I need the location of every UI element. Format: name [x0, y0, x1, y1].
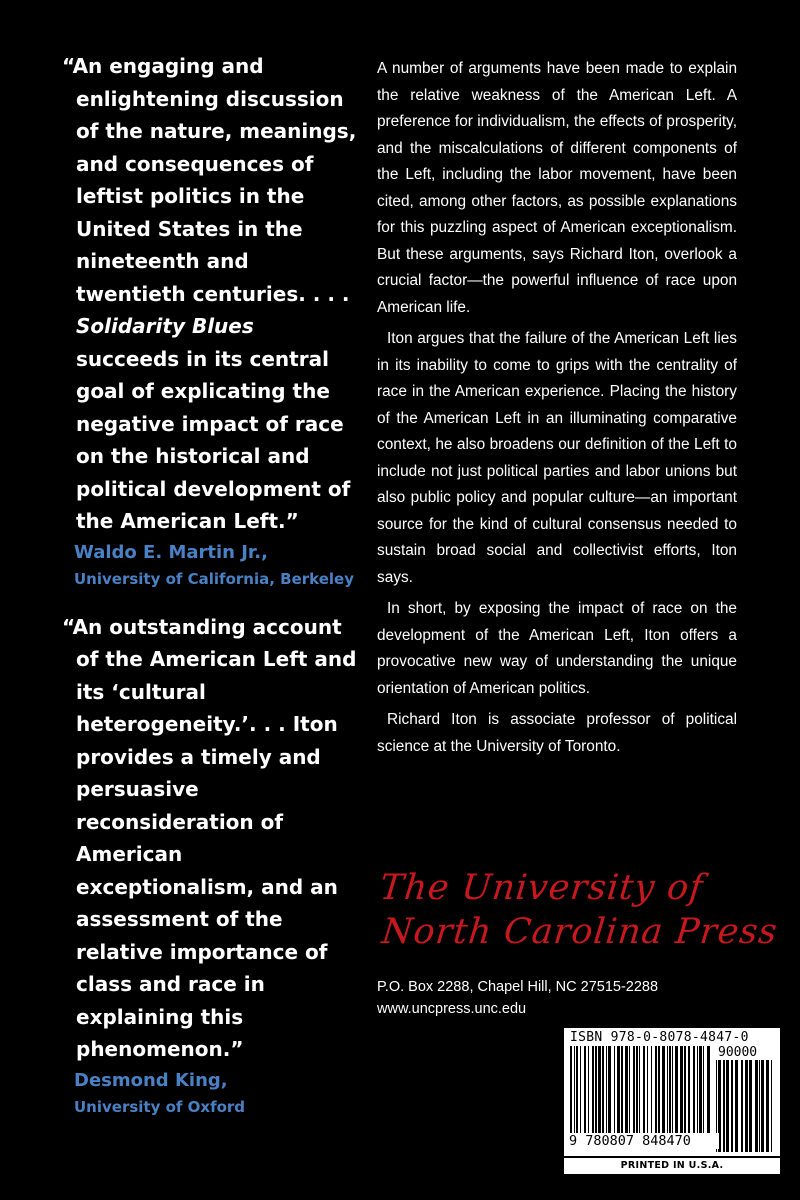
endorsements [62, 50, 362, 1139]
isbn-number: ISBN 978-0-8078-4847-0 [570, 1030, 749, 1045]
barcode-bar [570, 1046, 572, 1142]
barcode-bar [745, 1060, 748, 1152]
barcode-bar [625, 1046, 628, 1142]
barcode-bar [684, 1046, 686, 1142]
blurb-quote: “An outstanding account of the American Left and its ‘cultural heterogeneity.’. . . Iton provides a timely and persuasive reconsideration of American exceptionalism, and an assessment of the relative importance of class and race in explaining this phenomenon.” [62, 614, 357, 1061]
barcode-bar [617, 1046, 620, 1142]
barcode-bar [608, 1046, 611, 1142]
quote-text-part: “An engaging and enlightening discussion of the nature, meanings, and consequences of leftist politics in the United States in the nineteenth and twentieth centuries. . . . [62, 54, 357, 306]
description-paragraph: Iton argues that the failure of the American Left lies in its inability to come to grips with the centrality of race in the American experience. Placing the history of the American Left in an illuminating comparative context, he also broadens our definition of the Left to include not just political parties and labor unions but also public policy and popular culture—an important source for the kind of cultural consensus needed to sustain broad social and collectivist efforts, Iton says. [377, 330, 737, 586]
logo-line-2: North Carolina Press [379, 912, 780, 952]
publisher-website: www.uncpress.unc.edu [377, 1001, 527, 1017]
barcode-bar [647, 1046, 648, 1142]
barcode-bar [614, 1046, 615, 1142]
publisher-logo [377, 866, 780, 966]
barcode-bar [771, 1060, 772, 1152]
barcode-bar [761, 1060, 764, 1152]
blurb-affiliation: University of Oxford [74, 1097, 246, 1116]
isbn-barcode [564, 1028, 780, 1156]
printed-in-label: PRINTED IN U.S.A. [564, 1158, 780, 1174]
barcode-bar [636, 1046, 638, 1142]
ean-digits: 9 780807 848470 [567, 1133, 719, 1149]
quote-text-part: succeeds in its central goal of explicating the negative impact of race on the historical and political development of the American Left.” [76, 346, 351, 533]
blurb-king [62, 611, 362, 1119]
barcode-bar [667, 1046, 668, 1142]
barcode-bar [576, 1046, 578, 1142]
barcode-bar [697, 1046, 698, 1142]
barcode-bar [580, 1046, 581, 1142]
barcode-bar [662, 1046, 665, 1142]
barcode-bar [693, 1046, 695, 1142]
barcode-bar [672, 1046, 673, 1142]
logo-line-1: The University of [377, 868, 706, 908]
barcode-bar [655, 1046, 657, 1142]
barcode-bar [699, 1046, 702, 1142]
barcode-bar [651, 1046, 652, 1142]
barcode-bar [707, 1046, 710, 1142]
description-paragraph: A number of arguments have been made to explain the relative weakness of the American Left. A preference for individualism, the effects of prosperity, and the miscalculations of different components of the Left, including the labor movement, have been cited, among other factors, as possible explanations for this puzzling aspect of American exceptionalism. But these arguments, says Richard Iton, overlook a crucial factor—the powerful influence of race upon American life. [377, 60, 737, 316]
book-description [377, 56, 737, 765]
barcode-bar [602, 1046, 604, 1142]
barcode-bar [731, 1060, 733, 1152]
quoted-book-title: Solidarity Blues [76, 314, 254, 338]
barcode-bar [658, 1046, 660, 1142]
barcode-bar [675, 1046, 678, 1142]
blurb-martin [62, 50, 362, 591]
blurb-affiliation: University of California, Berkeley [74, 569, 354, 588]
barcode-bar [703, 1046, 704, 1142]
blurb-author: Desmond King, [74, 1069, 228, 1091]
ean-barcode-bars [570, 1046, 714, 1142]
barcode-bar [592, 1046, 594, 1142]
barcode-bar [643, 1046, 645, 1142]
barcode-bar [598, 1046, 601, 1142]
barcode-bar [741, 1060, 743, 1152]
publisher-address: P.O. Box 2288, Chapel Hill, NC 27515-2288 [377, 979, 659, 995]
price-code: 90000 [718, 1045, 758, 1060]
barcode-bar [766, 1060, 769, 1152]
barcode-bar [574, 1046, 575, 1142]
barcode-bar [759, 1060, 760, 1152]
description-paragraph: In short, by exposing the impact of race on the development of the American Left, Iton offers a provocative new way of understanding the unique orientation of American politics. [377, 600, 737, 697]
barcode-bar [726, 1060, 729, 1152]
barcode-bar [584, 1046, 586, 1142]
barcode-bar [688, 1046, 690, 1142]
barcode-bar [629, 1046, 630, 1142]
barcode-bar [621, 1046, 623, 1142]
barcode-bar [639, 1046, 640, 1142]
addon-barcode-bars [716, 1060, 774, 1152]
barcode-bar [749, 1060, 752, 1152]
blurb-quote [62, 50, 362, 538]
barcode-bar [588, 1046, 589, 1142]
barcode-bar [723, 1060, 725, 1152]
barcode-bar [595, 1046, 597, 1142]
barcode-bar [755, 1060, 758, 1152]
author-bio: Richard Iton is associate professor of political science at the University of Toronto. [377, 711, 737, 755]
blurb-author: Waldo E. Martin Jr., [74, 541, 268, 563]
publisher-contact [377, 976, 677, 1020]
barcode-bar [735, 1060, 738, 1152]
barcode-bar [669, 1046, 671, 1142]
barcode-bar [680, 1046, 683, 1142]
barcode-bar [633, 1046, 635, 1142]
barcode-bar [606, 1046, 607, 1142]
